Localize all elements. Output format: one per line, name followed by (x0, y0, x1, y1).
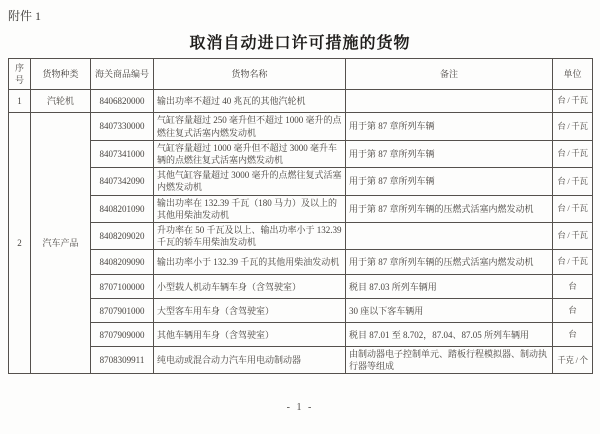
category-cell: 汽车产品 (31, 113, 91, 374)
remark-cell: 用于第 87 章所列车辆 (346, 141, 553, 168)
unit-cell: 台 / 千瓦 (553, 195, 593, 222)
remark-cell: 税目 87.03 所列车辆用 (346, 275, 553, 299)
table-row (9, 168, 593, 195)
goods-name-cell: 纯电动或混合动力汽车用电动制动器 (154, 347, 346, 374)
unit-cell: 台 / 千瓦 (553, 90, 593, 113)
unit-cell: 台 / 千瓦 (553, 141, 593, 168)
goods-name-cell: 大型客车用车身（含驾驶室） (154, 299, 346, 323)
goods-table (8, 58, 593, 374)
table-row (9, 299, 593, 323)
unit-cell: 台 / 千瓦 (553, 250, 593, 275)
goods-name-cell: 输出功率小于 132.39 千瓦的其他用柴油发动机 (154, 250, 346, 275)
unit-cell: 台 / 千瓦 (553, 222, 593, 249)
table-row (9, 323, 593, 347)
unit-cell: 台 / 千瓦 (553, 168, 593, 195)
attachment-label: 附件 1 (8, 9, 42, 23)
serial-cell: 1 (9, 90, 31, 113)
remark-cell: 由制动器电子控制单元、踏板行程模拟器、制动执行器等组成 (346, 347, 553, 374)
hs-code-cell: 8408209020 (91, 222, 154, 249)
table-row (9, 141, 593, 168)
goods-name-cell: 其他气缸容量超过 3000 毫升的点燃往复式活塞内燃发动机 (154, 168, 346, 195)
goods-name-cell: 小型载人机动车辆车身（含驾驶室） (154, 275, 346, 299)
hs-code-cell: 8408201090 (91, 195, 154, 222)
header-serial: 序号 (9, 59, 31, 90)
unit-cell: 千克 / 个 (553, 347, 593, 374)
table-row (9, 275, 593, 299)
page-number: - 1 - (286, 402, 314, 413)
remark-cell: 用于第 87 章所列车辆的压燃式活塞内燃发动机 (346, 250, 553, 275)
header-category: 货物种类 (31, 59, 91, 90)
hs-code-cell: 8407330000 (91, 113, 154, 141)
unit-cell: 台 (553, 275, 593, 299)
remark-cell: 用于第 87 章所列车辆 (346, 113, 553, 141)
serial-cell: 2 (9, 113, 31, 374)
hs-code-cell: 8407341000 (91, 141, 154, 168)
hs-code-cell: 8707909000 (91, 323, 154, 347)
hs-code-cell: 8707100000 (91, 275, 154, 299)
remark-cell: 30 座以下客车辆用 (346, 299, 553, 323)
table-row (9, 90, 593, 113)
page-title: 取消自动进口许可措施的货物 (189, 35, 411, 52)
remark-cell: 税目 87.01 至 8.702，87.04、87.05 所列车辆用 (346, 323, 553, 347)
table-row (9, 347, 593, 374)
remark-cell (346, 222, 553, 249)
goods-name-cell: 气缸容量超过 1000 毫升但不超过 3000 毫升车辆的点燃往复式活塞内燃发动机 (154, 141, 346, 168)
table-row (9, 222, 593, 249)
goods-name-cell: 升功率在 50 千瓦及以上、输出功率小于 132.39 千瓦的轿车用柴油发动机 (154, 222, 346, 249)
goods-name-cell: 其他车辆用车身（含驾驶室） (154, 323, 346, 347)
hs-code-cell: 8708309911 (91, 347, 154, 374)
header-unit: 单位 (553, 59, 593, 90)
goods-name-cell: 输出功率在 132.39 千瓦（180 马力）及以上的其他用柴油发动机 (154, 195, 346, 222)
header-remark: 备注 (346, 59, 553, 90)
table-row (9, 195, 593, 222)
header-hs-code: 海关商品编号 (91, 59, 154, 90)
unit-cell: 台 (553, 323, 593, 347)
goods-name-cell: 输出功率不超过 40 兆瓦的其他汽轮机 (154, 90, 346, 113)
unit-cell: 台 / 千瓦 (553, 113, 593, 141)
hs-code-cell: 8707901000 (91, 299, 154, 323)
hs-code-cell: 8406820000 (91, 90, 154, 113)
category-cell: 汽轮机 (31, 90, 91, 113)
remark-cell: 用于第 87 章所列车辆的压燃式活塞内燃发动机 (346, 195, 553, 222)
remark-cell (346, 90, 553, 113)
unit-cell: 台 (553, 299, 593, 323)
table-row (9, 250, 593, 275)
remark-cell: 用于第 87 章所列车辆 (346, 168, 553, 195)
table-row (9, 113, 593, 141)
hs-code-cell: 8407342090 (91, 168, 154, 195)
hs-code-cell: 8408209090 (91, 250, 154, 275)
table-header-row (9, 59, 593, 90)
header-goods-name: 货物名称 (154, 59, 346, 90)
goods-name-cell: 气缸容量超过 250 毫升但不超过 1000 毫升的点燃往复式活塞内燃发动机 (154, 113, 346, 141)
